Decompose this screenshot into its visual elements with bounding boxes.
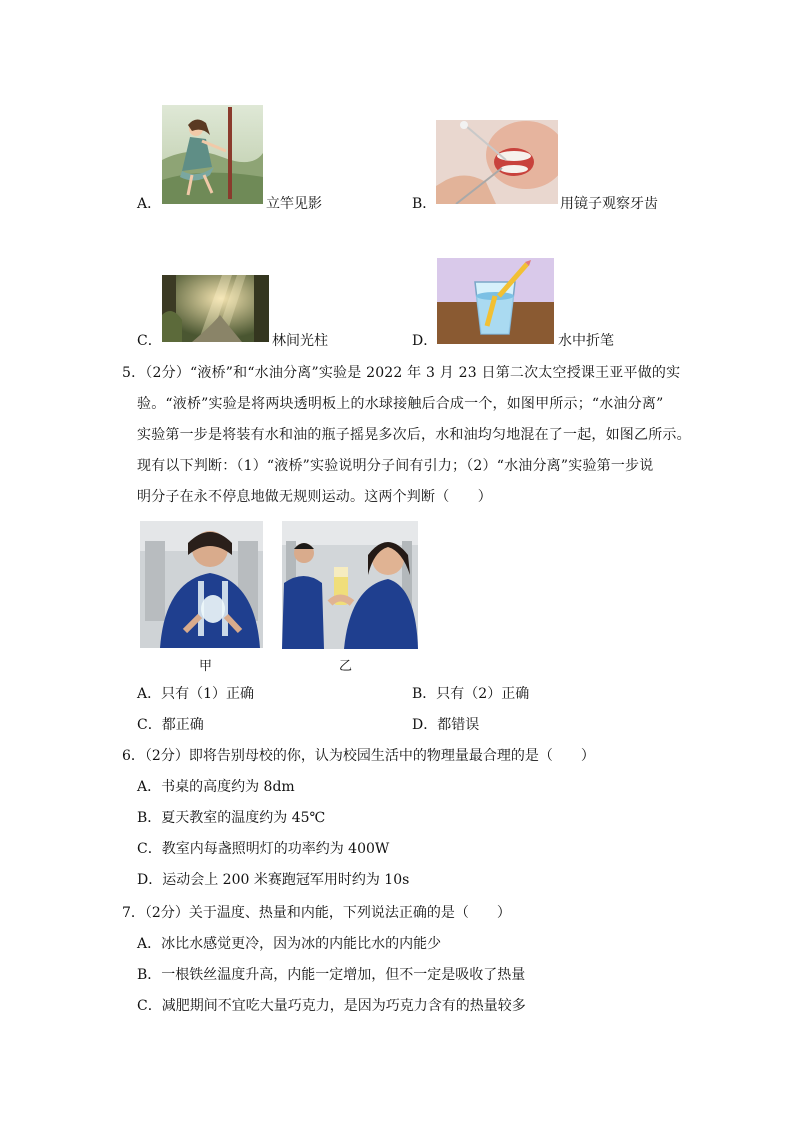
option-d: D．运动会上 200 米赛跑冠军用时约为 10s [137, 872, 410, 888]
question-stem-line: 现有以下判断：（1）“液桥”实验说明分子间有引力；（2）“水油分离”实验第一步说 [137, 458, 654, 474]
option-a: A．书桌的高度约为 8dm [137, 779, 295, 795]
option-label: 用镜子观察牙齿 [560, 196, 658, 212]
water-oil-bottle-photo [282, 521, 418, 649]
shadow-pole-illustration [162, 105, 263, 204]
option-c: C．教室内每盏照明灯的功率约为 400W [137, 841, 390, 857]
question-stem-line: 验。“液桥”实验是将两块透明板上的水球接触后合成一个，如图甲所示；“水油分离” [137, 396, 664, 412]
option-letter: D． [412, 333, 438, 349]
option-a: A．冰比水感觉更冷，因为冰的内能比水的内能少 [137, 936, 442, 952]
figure-caption-yi: 乙 [339, 659, 353, 674]
option-b: B．夏天教室的温度约为 45℃ [137, 810, 326, 826]
dental-mirror-photo [436, 120, 558, 204]
question-stem: 6．（2分）即将告别母校的你，认为校园生活中的物理量最合理的是（ ） [122, 748, 595, 764]
pencil-in-water-illustration [437, 258, 554, 344]
figure-caption-jia: 甲 [199, 659, 213, 674]
option-d: D．都错误 [412, 717, 480, 733]
forest-light-beams-photo [162, 275, 269, 342]
question-stem-line: 实验第一步是将装有水和油的瓶子摇晃多次后，水和油均匀地混在了一起，如图乙所示。 [137, 427, 691, 443]
option-letter: C． [137, 333, 162, 349]
option-letter: B． [412, 196, 437, 212]
option-label: 林间光柱 [272, 333, 328, 349]
liquid-bridge-photo [140, 521, 263, 648]
question-stem-line: 明分子在永不停息地做无规则运动。这两个判断（ ） [137, 489, 492, 505]
question-stem: 7．（2分）关于温度、热量和内能，下列说法正确的是（ ） [122, 905, 511, 921]
option-a: A．只有（1）正确 [137, 686, 255, 702]
option-label: 立竿见影 [266, 196, 322, 212]
option-label: 水中折笔 [558, 333, 614, 349]
option-b: B．一根铁丝温度升高，内能一定增加，但不一定是吸收了热量 [137, 967, 526, 983]
option-b: B．只有（2）正确 [412, 686, 530, 702]
option-c: C．都正确 [137, 717, 204, 733]
question-stem-line: 5．（2分）“液桥”和“水油分离”实验是 2022 年 3 月 23 日第二次太空授课王亚平做的实 [122, 365, 681, 381]
option-letter: A． [137, 196, 162, 212]
option-c: C．减肥期间不宜吃大量巧克力，是因为巧克力含有的热量较多 [137, 998, 526, 1014]
